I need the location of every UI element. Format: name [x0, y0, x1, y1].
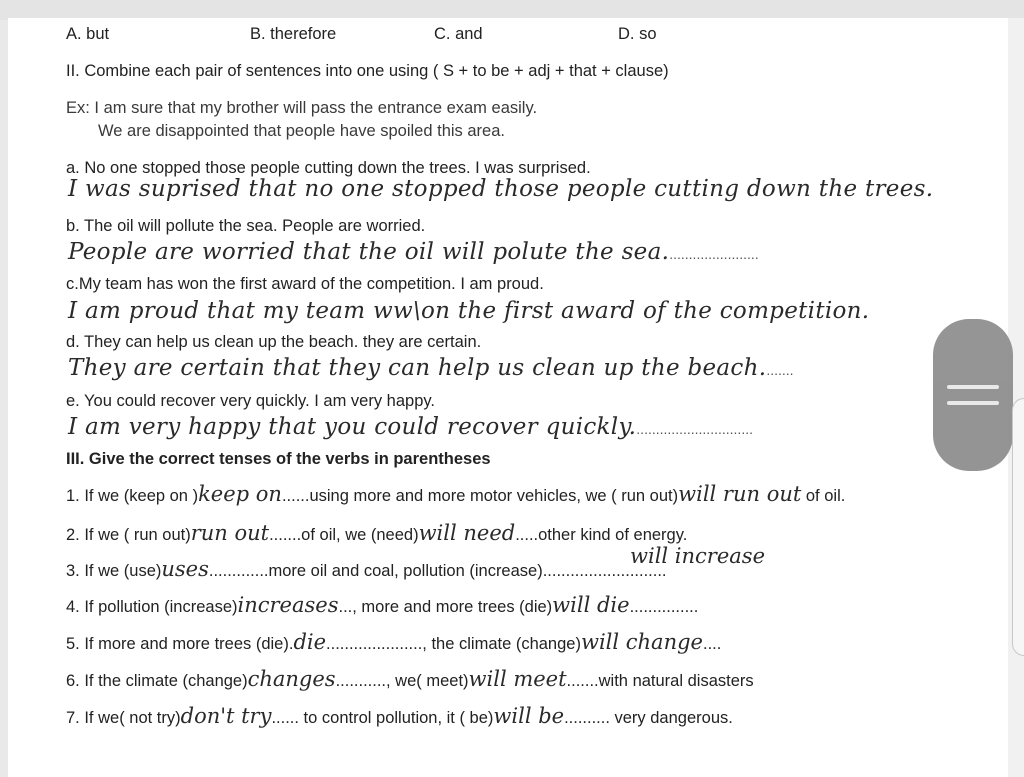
section-3-heading: III. Give the correct tenses of the verbs in parentheses [66, 450, 491, 468]
verb-3-end: ........................... [542, 562, 667, 580]
answer-d: They are certain that they can help us clean up the beach........ [68, 355, 794, 381]
verb-6-end: .......with natural disasters [566, 672, 754, 690]
verb-2-middle: .......of oil, we (need) [269, 526, 419, 544]
answer-e-text: I am very happy that you could recover quickly. [68, 414, 637, 440]
answer-b: People are worried that the oil will polute the sea........................ [68, 239, 759, 265]
example-2: We are disappointed that people have spoiled this area. [98, 122, 505, 140]
verb-1-middle: ......using more and more motor vehicles, we ( run out) [281, 487, 679, 505]
answer-d-text: They are certain that they can help us clean up the beach. [68, 355, 767, 381]
answer-b-text: People are worried that the oil will polute the sea. [68, 239, 670, 265]
verb-5-prompt: 5. If more and more trees (die). [66, 635, 294, 653]
option-b: B. therefore [250, 25, 337, 43]
example-1: Ex: I am sure that my brother will pass the entrance exam easily. [66, 99, 538, 117]
answer-e: I am very happy that you could recover quickly............................... [68, 414, 753, 440]
verb-7-answer-a: don't try [180, 704, 272, 728]
verb-4-end: ............... [629, 598, 699, 616]
verb-line-6 [66, 669, 754, 691]
scroll-handle[interactable] [933, 319, 1013, 471]
verb-5-middle: ....................., the climate (change) [326, 635, 581, 653]
verb-6-middle: ..........., we( meet) [335, 672, 469, 690]
verb-3-prompt: 3. If we (use) [66, 562, 162, 580]
verb-line-4 [66, 595, 698, 617]
verb-2-end: .....other kind of energy. [515, 526, 688, 544]
side-panel-edge[interactable] [1012, 398, 1024, 656]
answer-c: I am proud that my team ww\on the first award of the competition. [68, 298, 870, 324]
section-2-heading: II. Combine each pair of sentences into one using ( S + to be + adj + that + clause) [66, 62, 669, 80]
verb-line-1 [66, 484, 845, 506]
top-bar [0, 0, 1024, 20]
answer-a: I was suprised that no one stopped those people cutting down the trees. [68, 176, 934, 202]
question-a: a. No one stopped those people cutting down the trees. I was surprised. [66, 159, 591, 177]
verb-4-answer-a: increases [237, 593, 339, 617]
question-c: c.My team has won the first award of the competition. I am proud. [66, 275, 544, 293]
question-e: e. You could recover very quickly. I am very happy. [66, 392, 435, 410]
verb-line-3 [66, 559, 667, 581]
verb-6-answer-a: changes [247, 667, 336, 691]
verb-4-answer-b: will die [552, 593, 630, 617]
verb-line-7 [66, 706, 733, 728]
grip-line-icon [947, 385, 999, 389]
verb-5-answer-b: will change [580, 630, 703, 654]
verb-4-middle: ..., more and more trees (die) [338, 598, 553, 616]
question-d: d. They can help us clean up the beach. they are certain. [66, 333, 482, 351]
verb-6-answer-b: will meet [468, 667, 567, 691]
verb-3-middle: .............more oil and coal, pollution (increase) [208, 562, 543, 580]
grip-line-icon [947, 401, 999, 405]
verb-2-answer-a: run out [190, 521, 270, 545]
verb-1-answer-a: keep on [198, 482, 282, 506]
verb-7-middle: ...... to control pollution, it ( be) [271, 709, 494, 727]
verb-line-2 [66, 523, 687, 545]
verb-2-prompt: 2. If we ( run out) [66, 526, 191, 544]
verb-2-answer-b: will need [418, 521, 516, 545]
verb-4-prompt: 4. If pollution (increase) [66, 598, 238, 616]
verb-7-prompt: 7. If we( not try) [66, 709, 181, 727]
verb-6-prompt: 6. If the climate (change) [66, 672, 248, 690]
verb-5-answer-a: die [293, 630, 327, 654]
question-b: b. The oil will pollute the sea. People are worried. [66, 217, 426, 235]
verb-3-answer-a: uses [161, 557, 209, 581]
verb-7-answer-b: will be [493, 704, 565, 728]
option-a: A. but [66, 25, 110, 43]
option-c: C. and [434, 25, 483, 43]
verb-1-answer-b: will run out [678, 482, 802, 506]
verb-7-end: .......... very dangerous. [564, 709, 733, 727]
verb-1-end: of oil. [801, 487, 846, 505]
verb-line-5 [66, 632, 721, 654]
verb-3-answer-b: will increase [630, 544, 765, 568]
verb-1-prompt: 1. If we (keep on ) [66, 487, 199, 505]
verb-5-end: .... [702, 635, 722, 653]
option-d: D. so [618, 25, 657, 43]
